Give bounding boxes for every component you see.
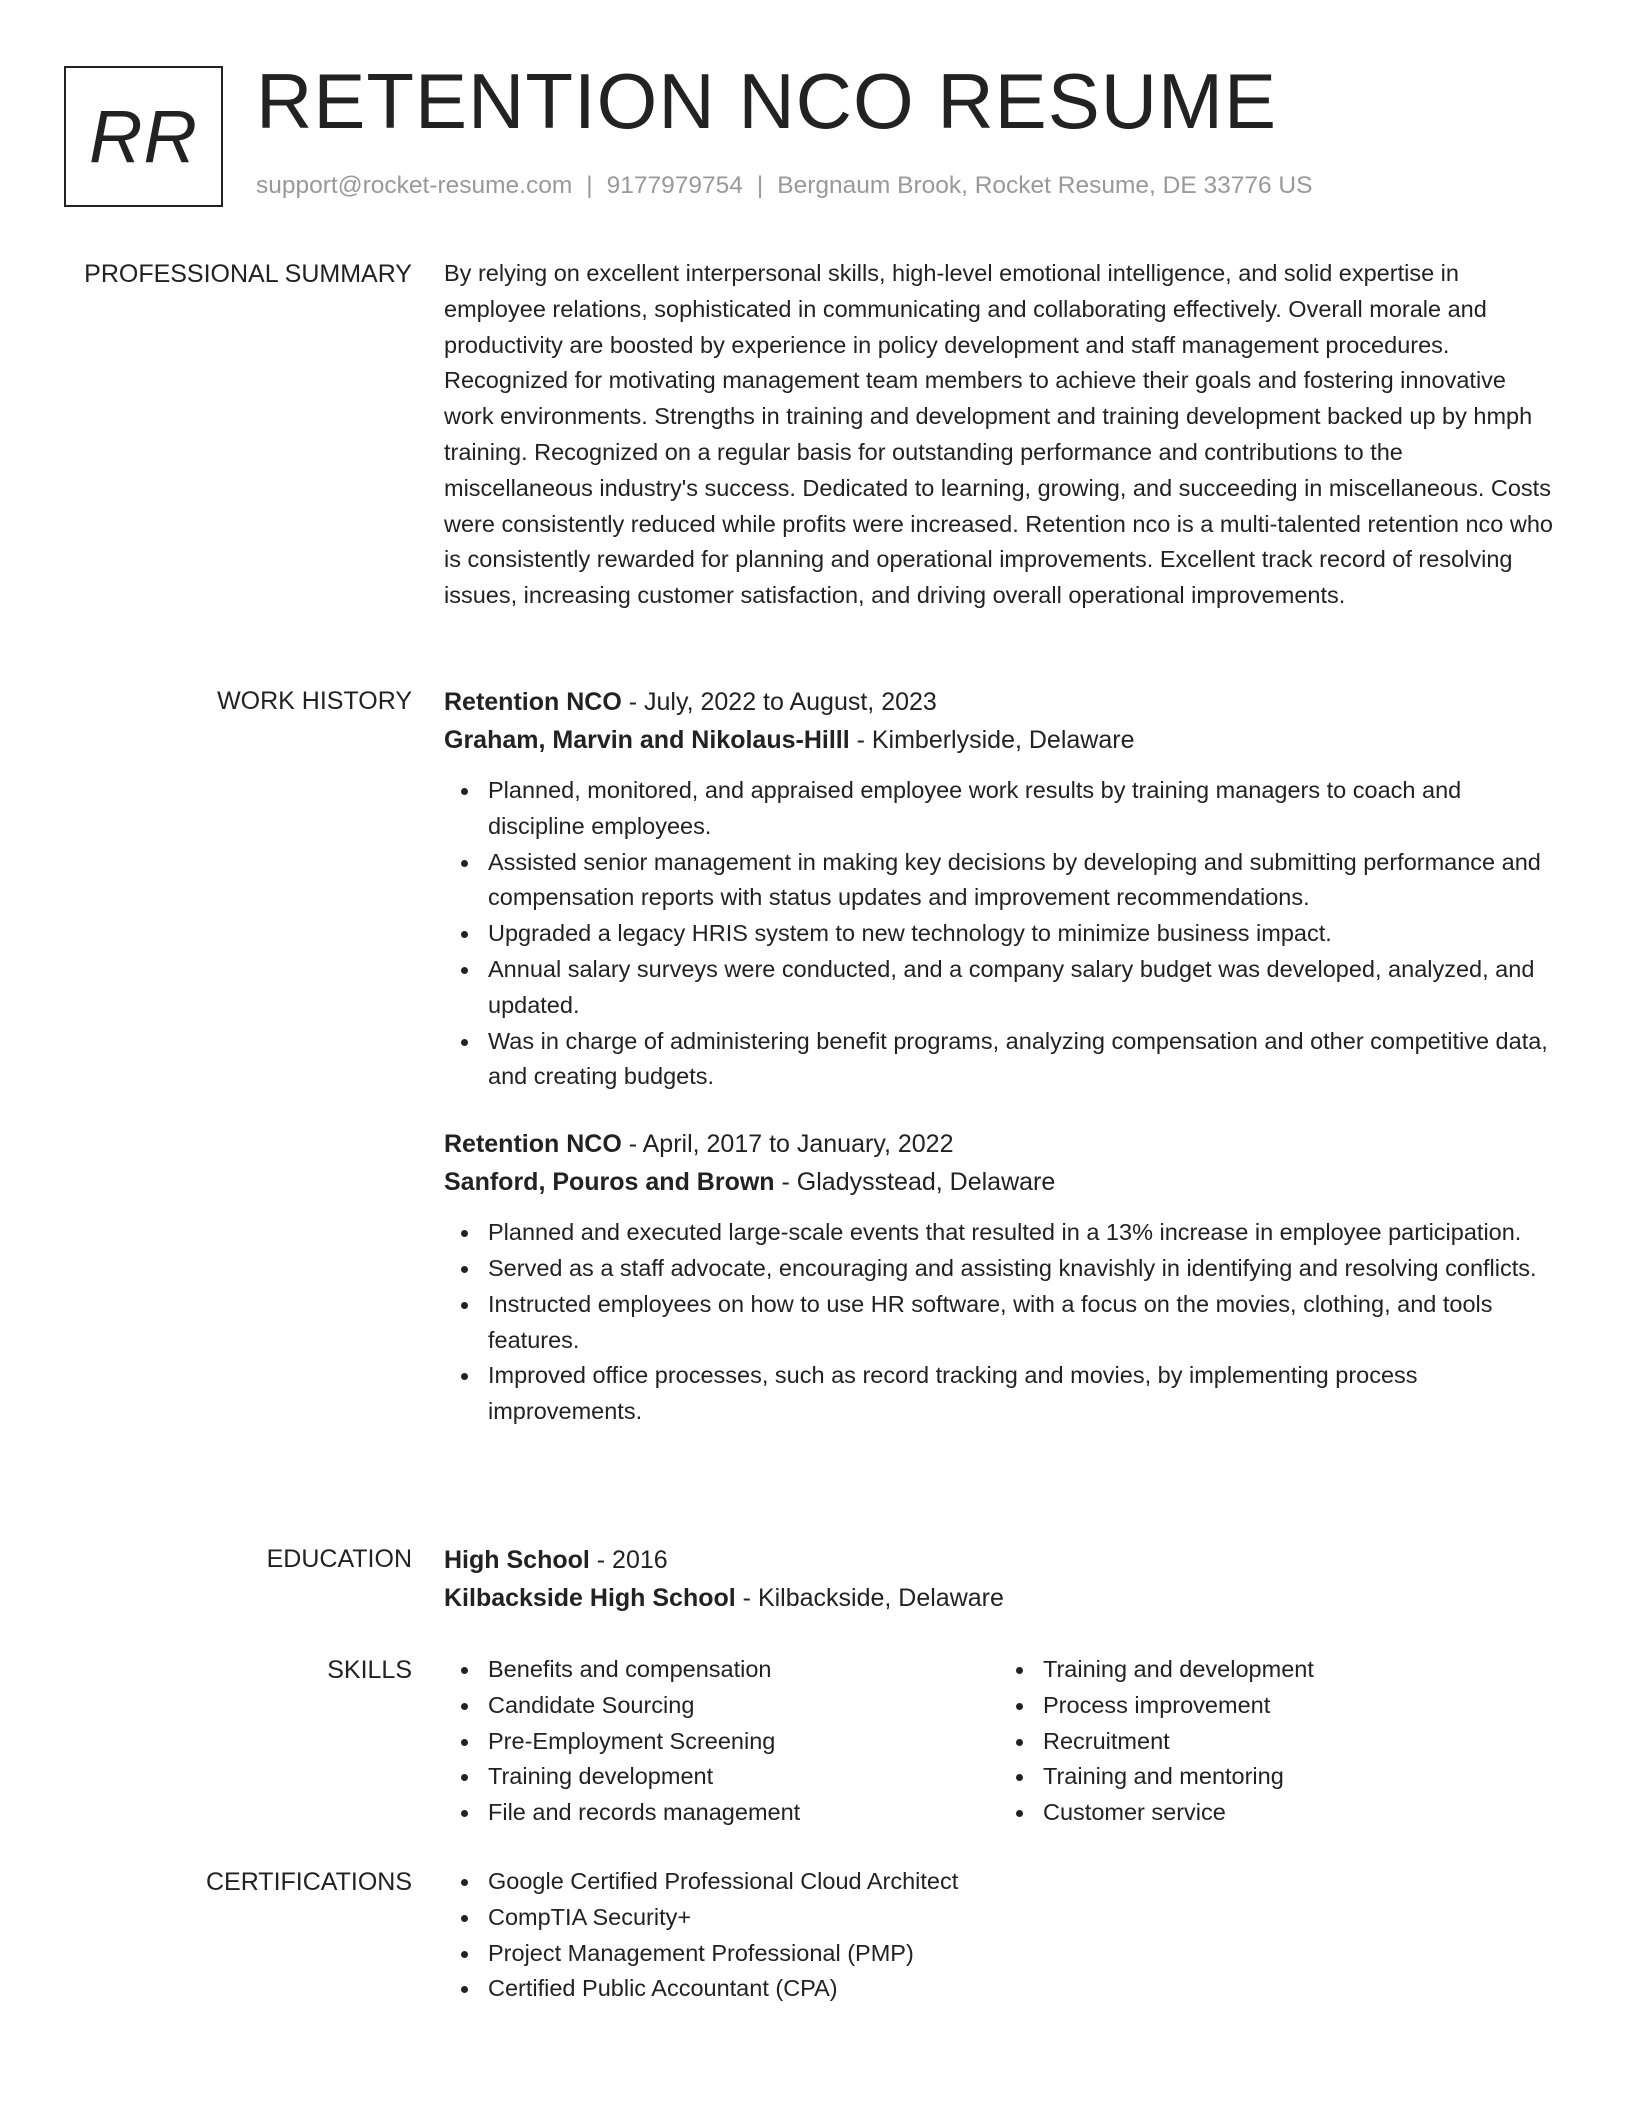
job-entry [444, 683, 1554, 1095]
job-bullet: Planned, monitored, and appraised employee work results by training managers to coach and discipline employees. [488, 773, 1554, 845]
job-title-line [444, 1125, 1554, 1163]
job-bullet: Annual salary surveys were conducted, and a company salary budget was developed, analyzed, and updated. [488, 952, 1554, 1024]
certifications-list [444, 1864, 1554, 2007]
job-bullet: Upgraded a legacy HRIS system to new technology to minimize business impact. [488, 916, 1554, 952]
job-bullet: Instructed employees on how to use HR software, with a focus on the movies, clothing, and tools features. [488, 1287, 1554, 1359]
skills-column-2 [999, 1652, 1554, 1831]
skill-item: File and records management [488, 1795, 999, 1831]
section-label-certifications: CERTIFICATIONS [205, 1868, 412, 1896]
job-bullet: Assisted senior management in making key decisions by developing and submitting performance and compensation reports with status updates and improvement recommendations. [488, 845, 1554, 917]
contact-line [256, 172, 1312, 200]
skill-item: Recruitment [1043, 1724, 1554, 1760]
skill-item: Training and development [1043, 1652, 1554, 1688]
job-dates: - April, 2017 to January, 2022 [621, 1130, 954, 1159]
job-dates: - July, 2022 to August, 2023 [621, 688, 937, 716]
job-bullet: Planned and executed large-scale events that resulted in a 13% increase in employee participation. [488, 1215, 1554, 1251]
skill-item: Benefits and compensation [488, 1652, 999, 1688]
education-degree: High School [444, 1546, 590, 1574]
job-company: Sanford, Pouros and Brown [444, 1168, 775, 1197]
contact-separator: | [756, 172, 764, 199]
contact-address: Bergnaum Brook, Rocket Resume, DE 33776 US [777, 172, 1313, 199]
certification-item: CompTIA Security+ [488, 1900, 1554, 1936]
education-year: - 2016 [589, 1546, 668, 1574]
job-bullet: Was in charge of administering benefit programs, analyzing compensation and other competitive data, and creating budgets. [488, 1024, 1554, 1096]
skill-item: Customer service [1043, 1795, 1554, 1831]
job-entry [444, 1125, 1554, 1430]
job-company-line [444, 721, 1554, 759]
job-location: - Kimberlyside, Delaware [849, 726, 1135, 754]
job-title-line [444, 683, 1554, 721]
education-degree-line [444, 1541, 1554, 1579]
skill-item: Training and mentoring [1043, 1759, 1554, 1795]
job-title: Retention NCO [444, 1130, 622, 1159]
skill-item: Candidate Sourcing [488, 1688, 999, 1724]
job-title: Retention NCO [444, 688, 622, 716]
contact-email: support@rocket-resume.com [256, 172, 573, 199]
section-label-work-history: WORK HISTORY [217, 687, 412, 715]
job-company-line [444, 1163, 1554, 1201]
skills-column-1 [444, 1652, 999, 1831]
skills-grid [444, 1652, 1554, 1831]
job-location: - Gladysstead, Delaware [774, 1168, 1056, 1197]
job-company: Graham, Marvin and Nikolaus-Hilll [444, 726, 850, 754]
resume-title: RETENTION NCO RESUME [256, 57, 1278, 145]
skill-item: Pre-Employment Screening [488, 1724, 999, 1760]
education-location: - Kilbackside, Delaware [735, 1584, 1004, 1612]
education-school: Kilbackside High School [444, 1584, 736, 1612]
section-label-summary: PROFESSIONAL SUMMARY [84, 260, 412, 288]
monogram-logo: RR [64, 66, 223, 207]
summary-text: By relying on excellent interpersonal skills, high-level emotional intelligence, and solid expertise in employee relations, sophisticated in communicating and collaborating effectively. Overall morale and productivity are boosted by experience in policy development and staff management procedures. Recognized for motivating management team members to achieve their goals and fostering innovative work environments. Strengths in training and development and training development backed up by hmph training. Recognized on a regular basis for outstanding performance and contributions to the miscellaneous industry's success. Dedicated to learning, growing, and succeeding in miscellaneous. Costs were consistently reduced while profits were increased. Retention nco is a multi-talented retention nco who is consistently rewarded for planning and operational improvements. Excellent track record of resolving issues, increasing customer satisfaction, and driving overall operational improvements. [444, 260, 1553, 609]
certification-item: Google Certified Professional Cloud Architect [488, 1864, 1554, 1900]
job-bullet: Served as a staff advocate, encouraging and assisting knavishly in identifying and resolving conflicts. [488, 1251, 1554, 1287]
skill-item: Training development [488, 1759, 999, 1795]
job-bullets [444, 773, 1554, 1095]
contact-separator: | [586, 172, 593, 199]
certification-item: Certified Public Accountant (CPA) [488, 1971, 1554, 2007]
certification-item: Project Management Professional (PMP) [488, 1936, 1554, 1972]
contact-phone: 9177979754 [606, 172, 743, 199]
skill-item: Process improvement [1043, 1688, 1554, 1724]
section-label-skills: SKILLS [327, 1656, 412, 1684]
job-bullet: Improved office processes, such as record tracking and movies, by implementing process improvements. [488, 1358, 1554, 1430]
job-bullets [444, 1215, 1554, 1430]
education-school-line [444, 1579, 1554, 1617]
section-label-education: EDUCATION [266, 1545, 412, 1573]
